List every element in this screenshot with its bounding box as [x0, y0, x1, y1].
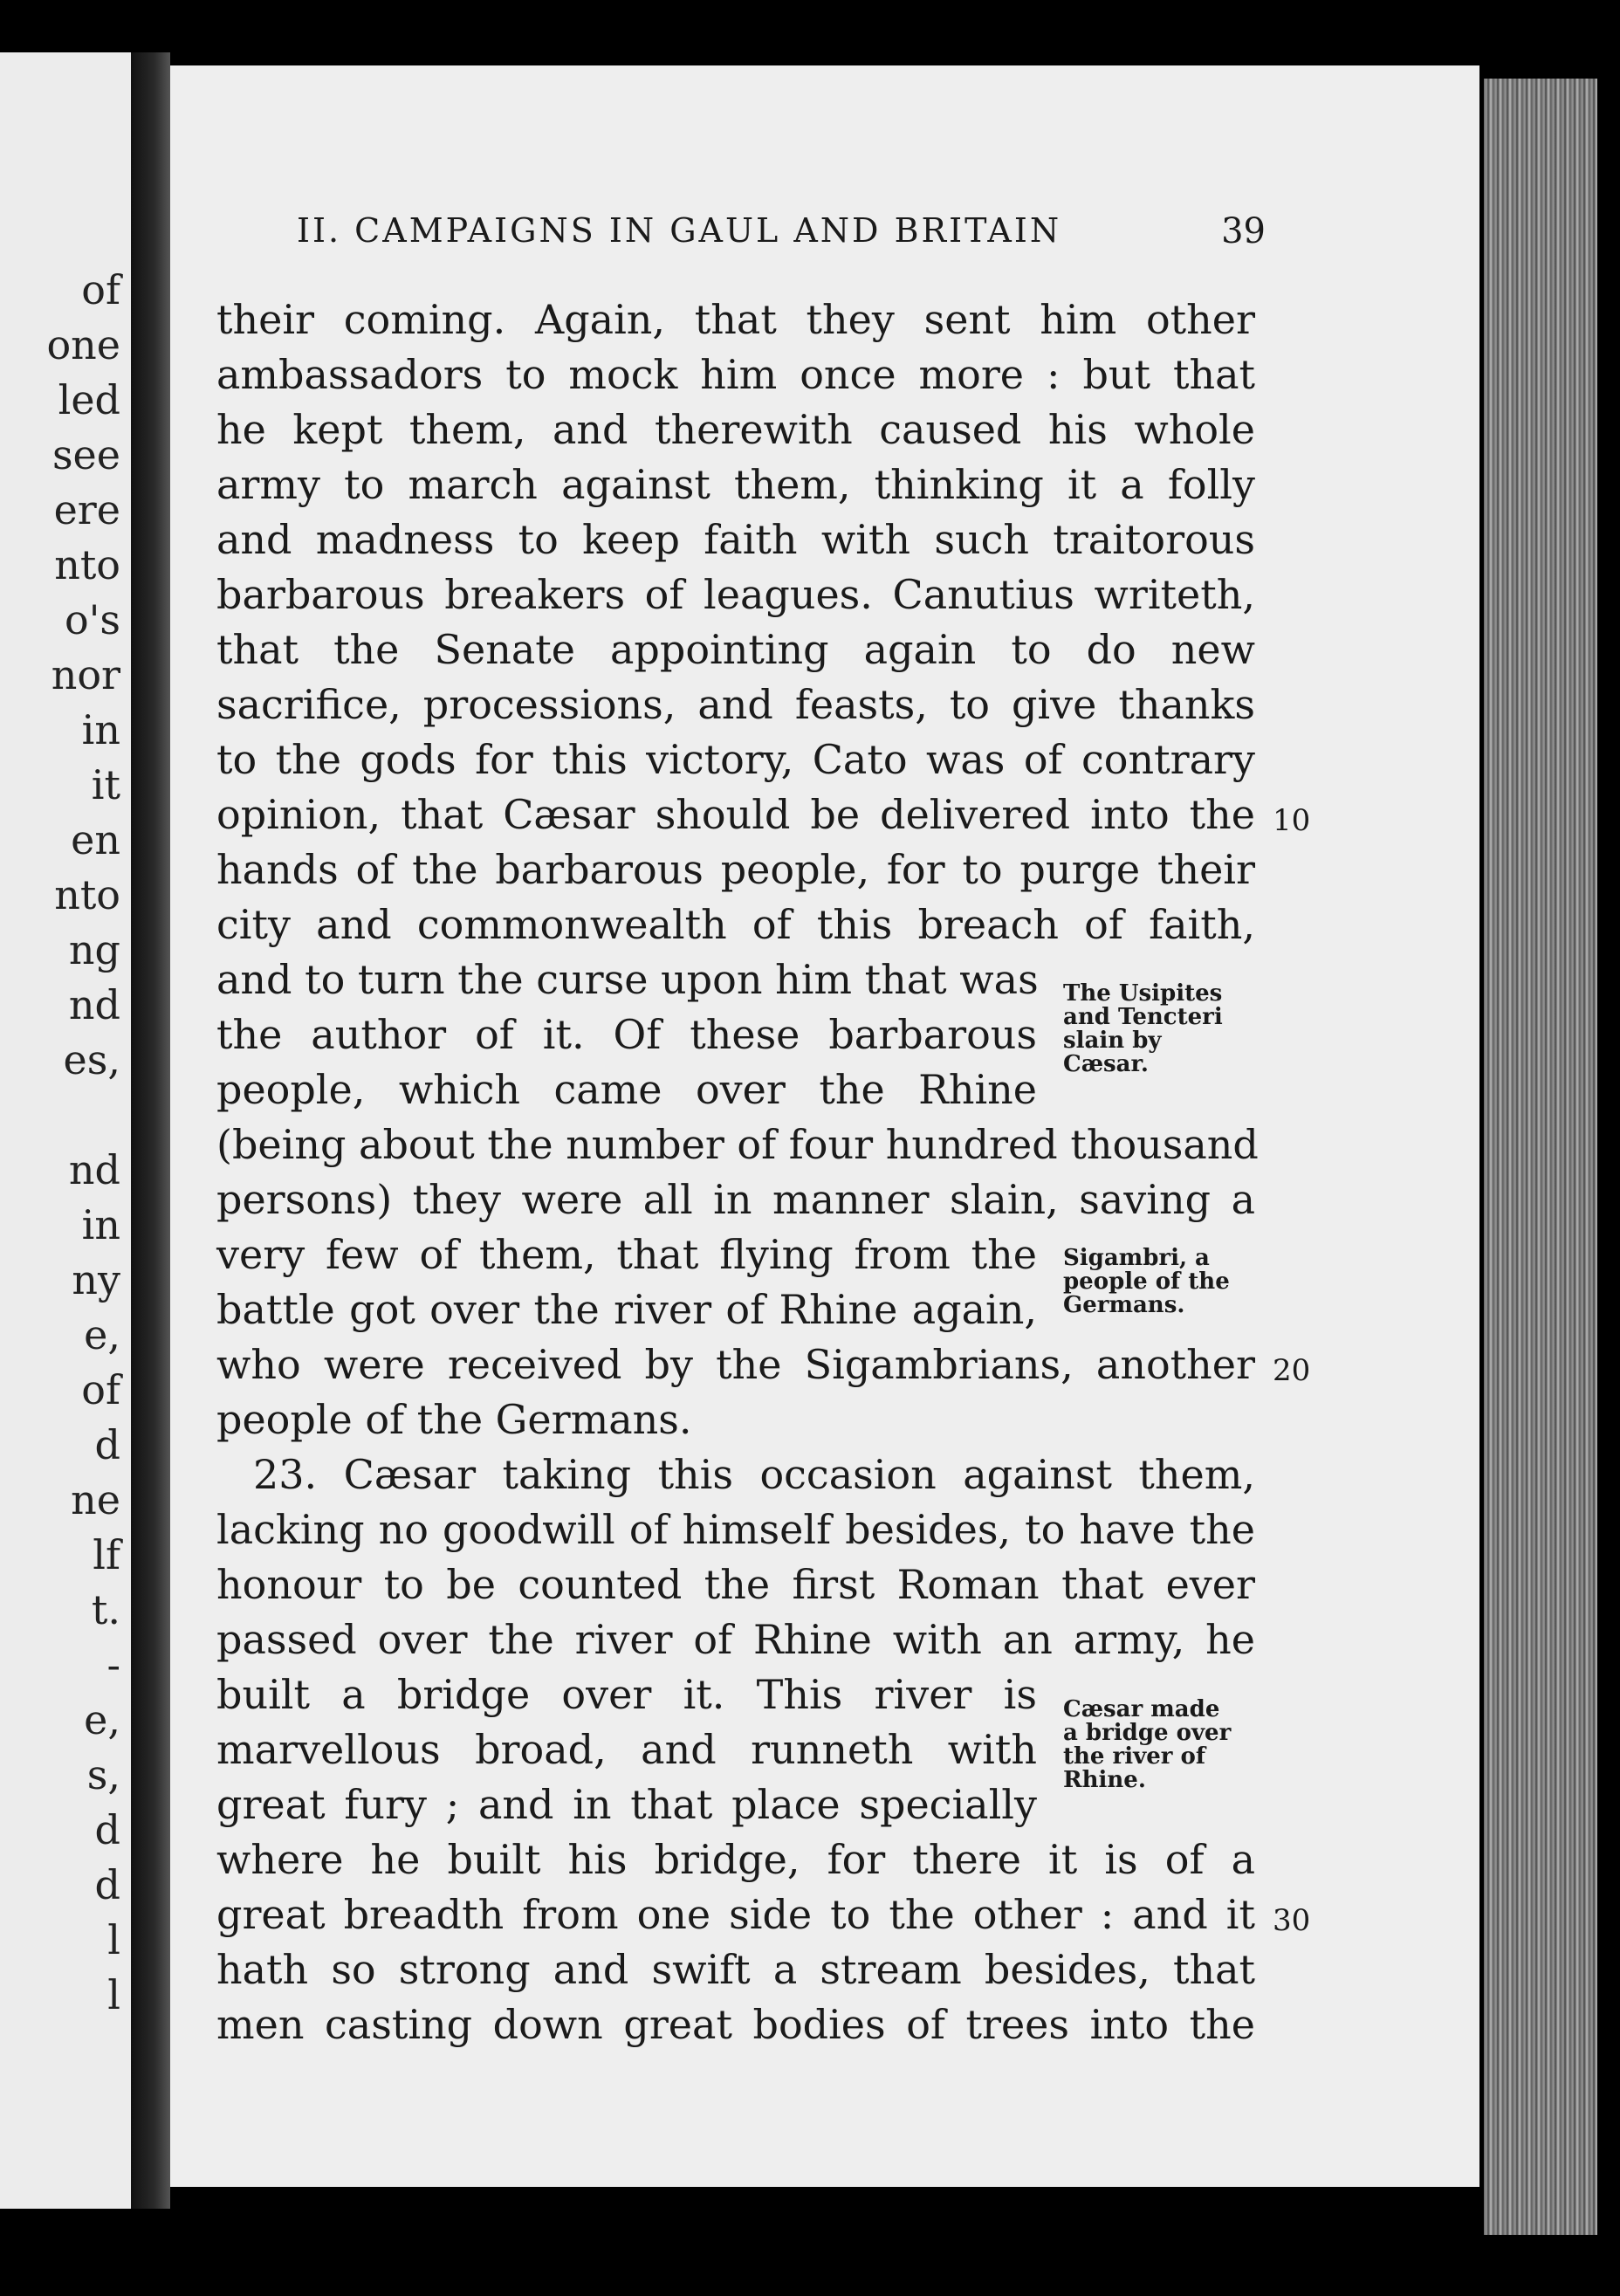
facing-page-fragment: d: [94, 1421, 120, 1468]
facing-page-fragment: d: [94, 1806, 120, 1853]
text-line: very few of them, that flying from the: [216, 1231, 1037, 1278]
text-line: people of the Germans.: [216, 1396, 692, 1443]
facing-page-fragment: s,: [86, 1751, 120, 1798]
facing-page-fragment: in: [81, 706, 120, 753]
sidenote-line: Cæsar.: [1063, 1051, 1149, 1077]
facing-page-fragment: t.: [91, 1586, 120, 1633]
text-line: ambassadors to mock him once more : but that: [216, 351, 1255, 398]
book-gutter: [131, 52, 170, 2209]
sidenote-line: slain by: [1063, 1028, 1162, 1054]
facing-page-fragment: e,: [84, 1696, 120, 1743]
sidenote-line: Sigambri, a: [1063, 1245, 1210, 1271]
sidenote-line: and Tencteri: [1063, 1004, 1223, 1030]
facing-page-fragment: ny: [72, 1256, 120, 1303]
text-line: where he built his bridge, for there it is of a: [216, 1836, 1255, 1883]
sidenote-line: Germans.: [1063, 1292, 1185, 1318]
facing-page-fragment: nor: [51, 651, 120, 698]
page-edge: [1484, 79, 1597, 2235]
line-number: 10: [1273, 803, 1311, 838]
facing-page-fragment: l: [107, 1971, 120, 2018]
facing-page-fragment: of: [81, 266, 120, 313]
paragraph-start-line: 23. Cæsar taking this occasion against them,: [253, 1451, 1255, 1498]
text-line: to the gods for this victory, Cato was of contrary: [216, 736, 1255, 783]
text-line: hath so strong and swift a stream besides, that: [216, 1946, 1255, 1993]
facing-page-fragment: of: [81, 1366, 120, 1413]
text-line: he kept them, and therewith caused his whole: [216, 406, 1255, 453]
text-line: men casting down great bodies of trees into the: [216, 2001, 1255, 2048]
facing-page-fragment: one: [46, 321, 120, 368]
text-line: passed over the river of Rhine with an army, he: [216, 1616, 1255, 1663]
text-line: great fury ; and in that place specially: [216, 1781, 1037, 1828]
sidenote-line: the river of: [1063, 1743, 1206, 1770]
sidenote-bridge: [1063, 1698, 1264, 1792]
text-line: battle got over the river of Rhine again,: [216, 1286, 1037, 1333]
sidenote-line: Rhine.: [1063, 1767, 1146, 1793]
facing-page-fragment: ere: [53, 486, 120, 533]
text-line: city and commonwealth of this breach of faith,: [216, 901, 1255, 948]
facing-page-fragment: nd: [68, 1146, 120, 1193]
text-line: persons) they were all in manner slain, saving a: [216, 1176, 1255, 1223]
sidenote-line: Cæsar made: [1063, 1696, 1220, 1722]
text-line: army to march against them, thinking it a folly: [216, 461, 1255, 508]
facing-page-fragment: nto: [54, 541, 120, 588]
text-line: people, which came over the Rhine: [216, 1066, 1037, 1113]
facing-page-fragment: nto: [54, 871, 120, 918]
facing-page-fragment: it: [91, 761, 120, 808]
facing-page-fragment: see: [51, 431, 120, 478]
text-line: barbarous breakers of leagues. Canutius writeth,: [216, 571, 1255, 618]
facing-page-fragment: led: [58, 376, 120, 423]
text-line: the author of it. Of these barbarous: [216, 1011, 1037, 1058]
facing-page-fragment: o's: [65, 596, 120, 643]
page-number: 39: [1221, 211, 1266, 251]
facing-page-left: [0, 52, 136, 2209]
text-line: marvellous broad, and runneth with: [216, 1726, 1037, 1773]
sidenote-line: a bridge over: [1063, 1720, 1232, 1746]
text-line: great breadth from one side to the other : and it: [216, 1891, 1255, 1938]
facing-page-fragment: l: [107, 1916, 120, 1963]
text-line: and to turn the curse upon him that was: [216, 956, 1039, 1003]
line-number: 20: [1273, 1353, 1311, 1388]
text-line: honour to be counted the first Roman that ever: [216, 1561, 1255, 1608]
text-line: opinion, that Cæsar should be delivered into the: [216, 791, 1255, 838]
text-line: (being about the number of four hundred thousand: [216, 1121, 1259, 1168]
sidenote-sigambri: [1063, 1247, 1264, 1317]
facing-page-fragment: d: [94, 1861, 120, 1908]
facing-page-fragment: ne: [71, 1476, 120, 1523]
facing-page-fragment: -: [106, 1641, 120, 1688]
sidenote-line: The Usipites: [1063, 980, 1223, 1007]
text-line: their coming. Again, that they sent him other: [216, 296, 1255, 343]
facing-page-fragment: lf: [93, 1531, 120, 1578]
facing-page-fragment: en: [71, 816, 120, 863]
facing-page-fragment: nd: [68, 981, 120, 1028]
running-head: [297, 211, 1266, 250]
text-line: and madness to keep faith with such traitorous: [216, 516, 1255, 563]
line-number: 30: [1273, 1903, 1311, 1938]
text-line: hands of the barbarous people, for to purge their: [216, 846, 1255, 893]
facing-page-fragment: ng: [68, 926, 120, 973]
sidenote-usipites: [1063, 982, 1264, 1076]
text-line: who were received by the Sigambrians, another: [216, 1341, 1255, 1388]
sidenote-line: people of the: [1063, 1268, 1230, 1295]
text-line: lacking no goodwill of himself besides, to have the: [216, 1506, 1255, 1553]
text-line: sacrifice, processions, and feasts, to give thanks: [216, 681, 1255, 728]
facing-page-fragment: es,: [63, 1036, 120, 1083]
facing-page-fragment: in: [81, 1201, 120, 1248]
facing-page-fragment: e,: [84, 1311, 120, 1358]
text-line: built a bridge over it. This river is: [216, 1671, 1037, 1718]
text-line: that the Senate appointing again to do new: [216, 626, 1255, 673]
running-title: II. CAMPAIGNS IN GAUL AND BRITAIN: [297, 211, 1062, 250]
